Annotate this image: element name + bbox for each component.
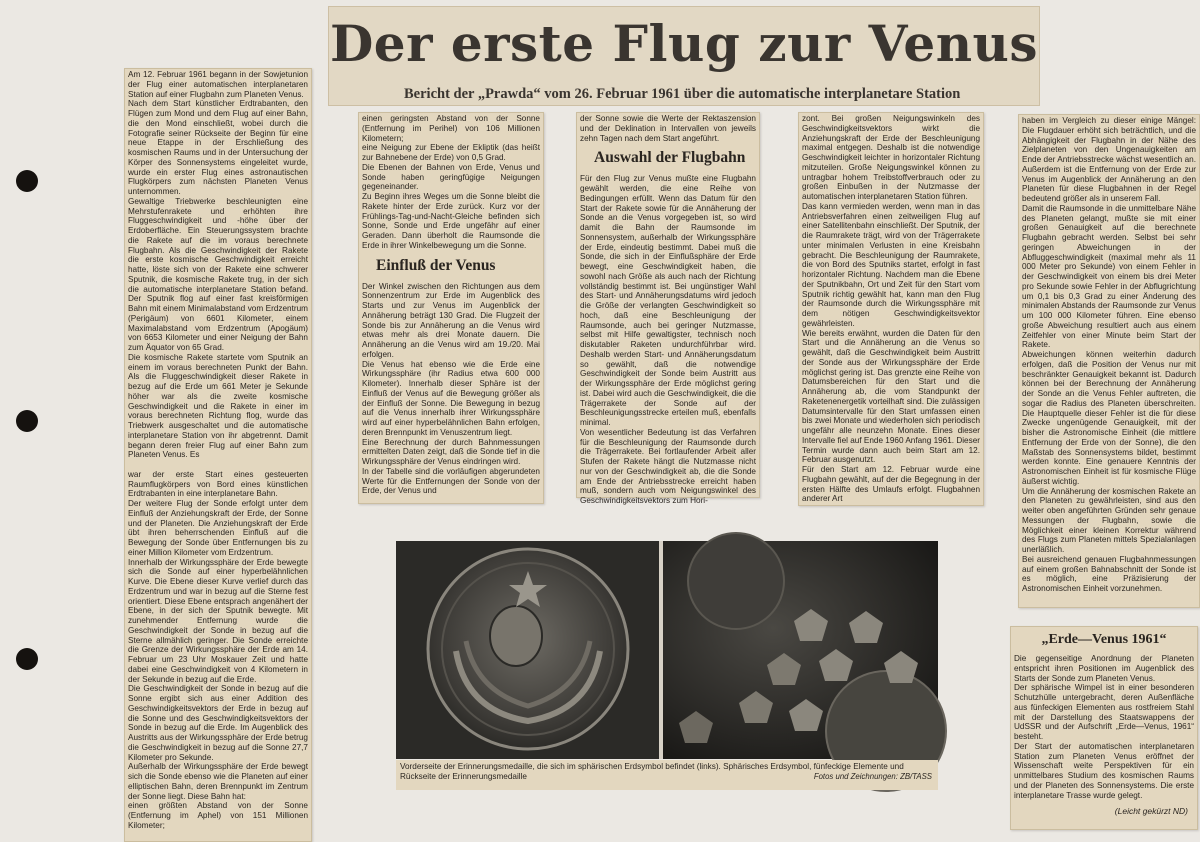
photo-caption: Vorderseite der Erinnerungsmedaille, die sich im sphärischen Erdsymbol befindet (links). Sphärisches Erdsymbol, fünfeckige Elemente und Rückseite der Erinnerungsmedaille <box>400 762 904 781</box>
column-3-text-top: der Sonne sowie die Werte der Rektaszension und der Deklination in Intervallen von jeweils zehn Tagen nach dem Start angeführt. <box>580 114 756 143</box>
column-5-clipping <box>1018 114 1200 608</box>
info-box-text: Die gegenseitige Anordnung der Planeten entspricht ihren Positionen im Augenblick des Starts der Sonde zum Planeten Venus. Der sphärische Wimpel ist in einer besonderen Schutzhülle untergebracht, deren Außenfläche aus fünfeckigen Elementen aus rostfreiem Stahl mit der Darstellung des Staatswappens der UdSSR und der Aufschrift „Erde—Venus, 1961“ besteht. Der Start der automatischen interplanetaren Station zum Planeten Venus eröffnet der Wissenschaft weite Perspektiven für ein unmittelbares Studium des kosmischen Raums und der Planeten des Sonnensystems. Die erste interplanetare Trasse wurde gelegt. <box>1014 654 1194 800</box>
column-2-text-top: einen geringsten Abstand von der Sonne (Entfernung im Perihel) von 106 Millionen Kilometern; eine Neigung zur Ebene der Ekliptik (das heißt zur Bahnebene der Erde) von 0,5 Grad. Die Ebenen der Bahnen von Erde, Venus und Sonde haben geringfügige Neigungen gegeneinander. Zu Beginn ihres Weges um die Sonne bleibt die Rakete hinter der Erde zurück. Kurz vor der Frühlings-Tag-und-Nacht-Gleiche befinden sich Sonne, Sonde und Erde ungefähr auf einer Geraden. Dann überholt die Raumsonde die Erde in ihrer Winkelbewegung um die Sonne. <box>362 114 540 250</box>
column-2-clipping <box>358 112 544 504</box>
punch-hole <box>16 170 38 192</box>
column-1-clipping <box>124 68 312 842</box>
medal-photo <box>396 541 938 759</box>
punch-hole <box>16 410 38 432</box>
column-3-text-bottom: Für den Flug zur Venus mußte eine Flugbahn gewählt werden, die eine Reihe von Bedingungen erfüllt. Wenn das Datum für den Start der Rakete sowie für die Annäherung der Sonde an die Venus vorgegeben ist, so wird damit die Bahn der Raumsonde im Sonnensystem, außerhalb der Wirkungssphäre der Erde, eindeutig bestimmt. Dabei muß die Sonde, die sich in der Einflußsphäre der Erde bewegt, eine Geschwindigkeit haben, die sowohl nach Größe als auch nach der Richtung vollständig bestimmt ist. Bei ungünstiger Wahl des Start- und Annäherungsdatums wird jedoch die Größe der verlangten Geschwindigkeit so hoch, daß eine Beschleunigung der Raumsonde, auch bei geringer Nutzmasse, selbst mit Hilfe gewaltigster, technisch noch diskutabler Raketen undurchführbar wird. Deshalb werden Start- und Annäherungsdatum so gewählt, daß die notwendige Geschwindigkeit der Sonde beim Austritt aus der Wirkungssphäre der Erde möglichst gering ist. Dabei wird auch die Geschwindigkeit, die die Trägerrakete der Sonde auf der Beschleunigungsstrecke erteilen muß, ebenfalls minimal. Von wesentlicher Bedeutung ist das Verfahren für die Beschleunigung der Raumsonde durch die Trägerrakete. Bei fortlaufender Arbeit aller Stufen der Rakete hängt die Nutzmasse nicht nur von der Geschwindigkeit ab, die die Sonde am Ende der Antriebsstrecke erreicht haben muß, sondern auch vom Neigungswinkel des Geschwindigkeitsvektors zum Hori- <box>580 174 756 505</box>
section-heading-flugbahn: Auswahl der Flugbahn <box>594 149 746 167</box>
headline-clipping <box>328 6 1040 106</box>
photo-credit: Fotos und Zeichnungen: ZB/TASS <box>813 772 932 781</box>
article-title: Der erste Flug zur Venus <box>329 14 1039 73</box>
medal-photo-image <box>396 541 938 759</box>
info-box-title: „Erde—Venus 1961“ <box>1041 632 1167 647</box>
column-4-clipping <box>798 112 984 506</box>
info-box-clipping <box>1010 626 1198 830</box>
column-3-clipping <box>576 112 760 505</box>
column-1-text: Am 12. Februar 1961 begann in der Sowjetunion der Flug einer automatischen interplanetaren Station auf einer Flugbahn zum Planeten Venus. Nach dem Start künstlicher Erdtrabanten, den Flügen zum Mond und dem Flug auf einer Bahn, die den Mond einschließt, wobei durch die Fotografie seiner Rückseite der Beginn für eine neue Etappe in der Erschließung des kosmischen Raums und in der Untersuchung der Körper des Sonnensystems eingeleitet wurde, wurde ein erster Flug eines astronautischen Flugkörpers zum nächsten Planeten Venus unternommen. Gewaltige Triebwerke beschleunigten eine Mehrstufenrakete und erhöhten ihre Fluggeschwindigkeit und -höhe über der Erdoberfläche. Ein Steuerungssystem brachte die Rakete auf die im voraus berechnete Flugbahn. Als die Geschwindigkeit der Rakete die erste kosmische Geschwindigkeit erreicht hatte, löste sich von der Rakete eine schwerer Sputnik, die kosmische Rakete trug, in der sich die automatische interplanetare Station befand. Der Sputnik flog auf einer fast kreisförmigen Bahn mit einem Minimalabstand vom Erdzentrum (Perigäum) von 6601 Kilometer, einem Maximalabstand vom Erdzentrum (Apogäum) von 6653 Kilometer und einer Neigung der Bahn zum Äquator von 65 Grad. Die kosmische Rakete startete vom Sputnik an einem im voraus berechneten Punkt der Bahn. Als die Fluggeschwindigkeit dieser Rakete in bezug auf die Erde um 661 Meter je Sekunde höher war als die zweite kosmische Geschwindigkeit und die Rakete in einer im voraus berechneten Richtung flog, wurde das Triebwerk ausgeschaltet und die automatische interplanetare Station von ihr abgetrennt. Damit begann deren freier Flug auf einer Bahn zum Planeten Venus. Es war der erste Start eines gesteuerten Raumflugkörpers von Bord eines künstlichen Erdtrabanten in eine interplanetare Bahn. Der weitere Flug der Sonde erfolgt unter dem Einfluß der Anziehungskraft der Erde, der Sonne und der Planeten. Die Anziehungskraft der Erde übt ihren beherrschenden Einfluß auf die Bewegung der Sonde über Entfernungen bis zu einer Million Kilometer vom Erdzentrum. Innerhalb der Wirkungssphäre der Erde bewegte sich die Sonde auf einer hyperbelähnlichen Kurve. Die Ebene dieser Kurve verlief durch das Erdzentrum und war in bezug auf die Sterne fest orientiert. Diese Ebene entsprach angenähert der Ebene, in der sich der Sputnik bewegte. Mit zunehmender Entfernung wurde die Geschwindigkeit der Sonde in bezug auf die Sterne allmählich geringer. Die Sonde erreichte die Grenze der Wirkungssphäre der Erde am 14. Februar um 23 Uhr Moskauer Zeit und hatte dabei eine Geschwindigkeit von 4 Kilometern in der Sekunde in bezug auf die Erde. Die Geschwindigkeit der Sonde in bezug auf die Sonne ergibt sich aus einer Addition des Geschwindigkeitsvektors der Erde in bezug auf die Sonne und des Geschwindigkeitsvektors der Sonde in bezug auf die Erde. Im Augenblick des Austritts aus der Wirkungssphäre der Erde betrug die Geschwindigkeit in bezug auf die Sonne 27,7 Kilometer pro Sekunde. Außerhalb der Wirkungssphäre der Erde bewegt sich die Sonde ebenso wie die Planeten auf einer elliptischen Bahn, deren Brennpunkt im Zentrum der Sonne liegt. Diese Bahn hat: einen größten Abstand von der Sonne (Entfernung im Aphel) von 151 Millionen Kilometer; <box>128 70 308 830</box>
column-4-text: zont. Bei großen Neigungswinkeln des Geschwindigkeitsvektors wirkt die Anziehungskraft der Erde der Beschleunigung maximal entgegen. Deshalb ist die notwendige Geschwindigkeit leichter in horizontaler Richtung mitzuteilen. Große Neigungswinkel können zu untragbar hohem Treibstoffverbrauch oder zu großen Einbußen in der Nutzmasse der automatischen interplanetaren Station führen. Das kann vermieden werden, wenn man in das Antriebsverfahren einen zeitweiligen Flug auf einer Satellitenbahn einschließt. Der Sputnik, der die Raumrakete trägt, wird von der Trägerrakete unter minimalen Verlusten in eine Kreisbahn gebracht. Die Beschleunigung der Raumrakete, die von Bord des Sputniks startet, erfolgt in fast horizontaler Richtung. Nachdem man die Ebene der Sputnikbahn, Ort und Zeit für den Start vom Sputnik richtig gewählt hat, kann man den Flug der Raumsonde durch die Wirkungssphäre mit dem nötigen Geschwindigkeitsvektor gewährleisten. Wie bereits erwähnt, wurden die Daten für den Start und die Annäherung an die Venus so gewählt, daß die Geschwindigkeit beim Austritt der Sonde aus der Wirkungssphäre der Erde möglichst gering ist. Das grenzte eine Reihe von Datumsbereichen für den Start und die Annäherung ab, die vom Standpunkt der Raketenenergetik vorteilhaft sind. Die zulässigen Datumsintervalle für den Start umfassen einen bis zwei Monate und wiederholen sich periodisch ungefähr alle neunzehn Monate. Eines dieser Intervalle fiel auf Ende 1960 Anfang 1961. Dieser Termin wurde dann auch beim Start am 12. Februar ausgenutzt. Für den Start am 12. Februar wurde eine Flugbahn gewählt, auf der die Begegnung in der ersten Hälfte des Umlaufs erfolgt. Flugbahnen anderer Art <box>802 114 980 504</box>
info-box-signature: (Leicht gekürzt ND) <box>1114 806 1188 817</box>
photo-caption-clipping <box>396 760 938 790</box>
article-subtitle: Bericht der „Prawda“ vom 26. Februar 1961 über die automatische interplanetare Station <box>404 86 961 102</box>
punch-hole <box>16 648 38 670</box>
column-5-text: haben im Vergleich zu dieser einige Mängel: Die Flugdauer erhöht sich beträchtlich, und die Abhängigkeit der Flugbahn in der Nähe des Zielplaneten von den Ungenauigkeiten am Ende der Antriebsstrecke wächst wesentlich an. Außerdem ist die Entfernung von der Erde zur Venus im Augenblick der Annäherung an den Planeten für diese Flugbahnen in der Regel bedeutend größer als in unserem Fall. Damit die Raumsonde in die unmittelbare Nähe des Planeten gelangt, mußte sie mit einer großen Genauigkeit auf die berechnete Flugbahn gebracht werden. Selbst bei sehr geringen Abweichungen in der Abfluggeschwindigkeit (maximal mehr als 11 000 Meter pro Sekunde) von einem Fehler in der Geschwindigkeit von einem bis drei Meter pro Sekunde sowie Fehler in der Abflugrichtung um 0,1 bis 0,3 Grad zu einer Änderung des minimalen Abstands der Raumsonde zur Venus um 100 000 Kilometer führen. Eine ebenso große Abweichung resultiert auch aus einem Zeitfehler von einer Minute beim Start der Rakete. Abweichungen können weiterhin dadurch erfolgen, daß die Position der Venus nur mit beschränkter Genauigkeit bekannt ist. Dadurch können bei der Berechnung der Annäherung der Sonde an die Venus Fehler auftreten, die sogar die Radius des Planeten überschreiten. Die Hauptquelle dieser Fehler ist die für diese Zwecke ungenügende Genauigkeit, mit der bisher die Astronomische Einheit (die mittlere Entfernung der Erde von der Sonne), die den Maßstab des Sonnensystems bildet, bestimmt werden konnte. Eine genauere Kenntnis der Astronomischen Einheit ist für kosmische Flüge äußerst wichtig. Um die Annäherung der kosmischen Rakete an den Planeten zu gewährleisten, sind aus den weiter oben angeführten Gründen sehr genaue Messungen der Flugbahn, sowie die Möglichkeit einer kleinen Korrektur während des Flugs zum Planeten mittels Spezialanlagen unerläßlich. Bei ausreichend genauen Flugbahnmessungen auf einem großen Bahnabschnitt der Sonde ist es möglich, eine Präzisierung der Astronomischen Einheit vorzunehmen. <box>1022 116 1196 593</box>
photo-divider <box>659 541 663 759</box>
column-2-text-bottom: Der Winkel zwischen den Richtungen aus dem Sonnenzentrum zur Erde im Augenblick des Starts und zur Venus im Augenblick der Annäherung beträgt 130 Grad. Die Flugzeit der Sonde bis zur Annäherung an die Venus wird etwas mehr als drei Monate dauern. Die Annäherung an die Venus wird am 19./20. Mai erfolgen. Die Venus hat ebenso wie die Erde eine Wirkungssphäre (ihr Radius etwa 600 000 Kilometer). Innerhalb dieser Sphäre ist der Einfluß der Venus auf die Bewegung größer als der Einfluß der Sonne. Die Bewegung in bezug auf die Venus innerhalb ihrer Wirkungssphäre wird auf einer hyperbelähnlichen Bahn erfolgen, deren Brennpunkt im Venuszentrum liegt. Eine Berechnung der durch Bahnmessungen ermittelten Daten zeigt, daß die Sonde tief in die Wirkungssphäre der Venus eindringen wird. In der Tabelle sind die vorläufigen abgerundeten Werte für die Entfernungen der Sonde von der Erde, der Venus und <box>362 281 540 496</box>
section-heading-venus: Einfluß der Venus <box>376 256 496 274</box>
